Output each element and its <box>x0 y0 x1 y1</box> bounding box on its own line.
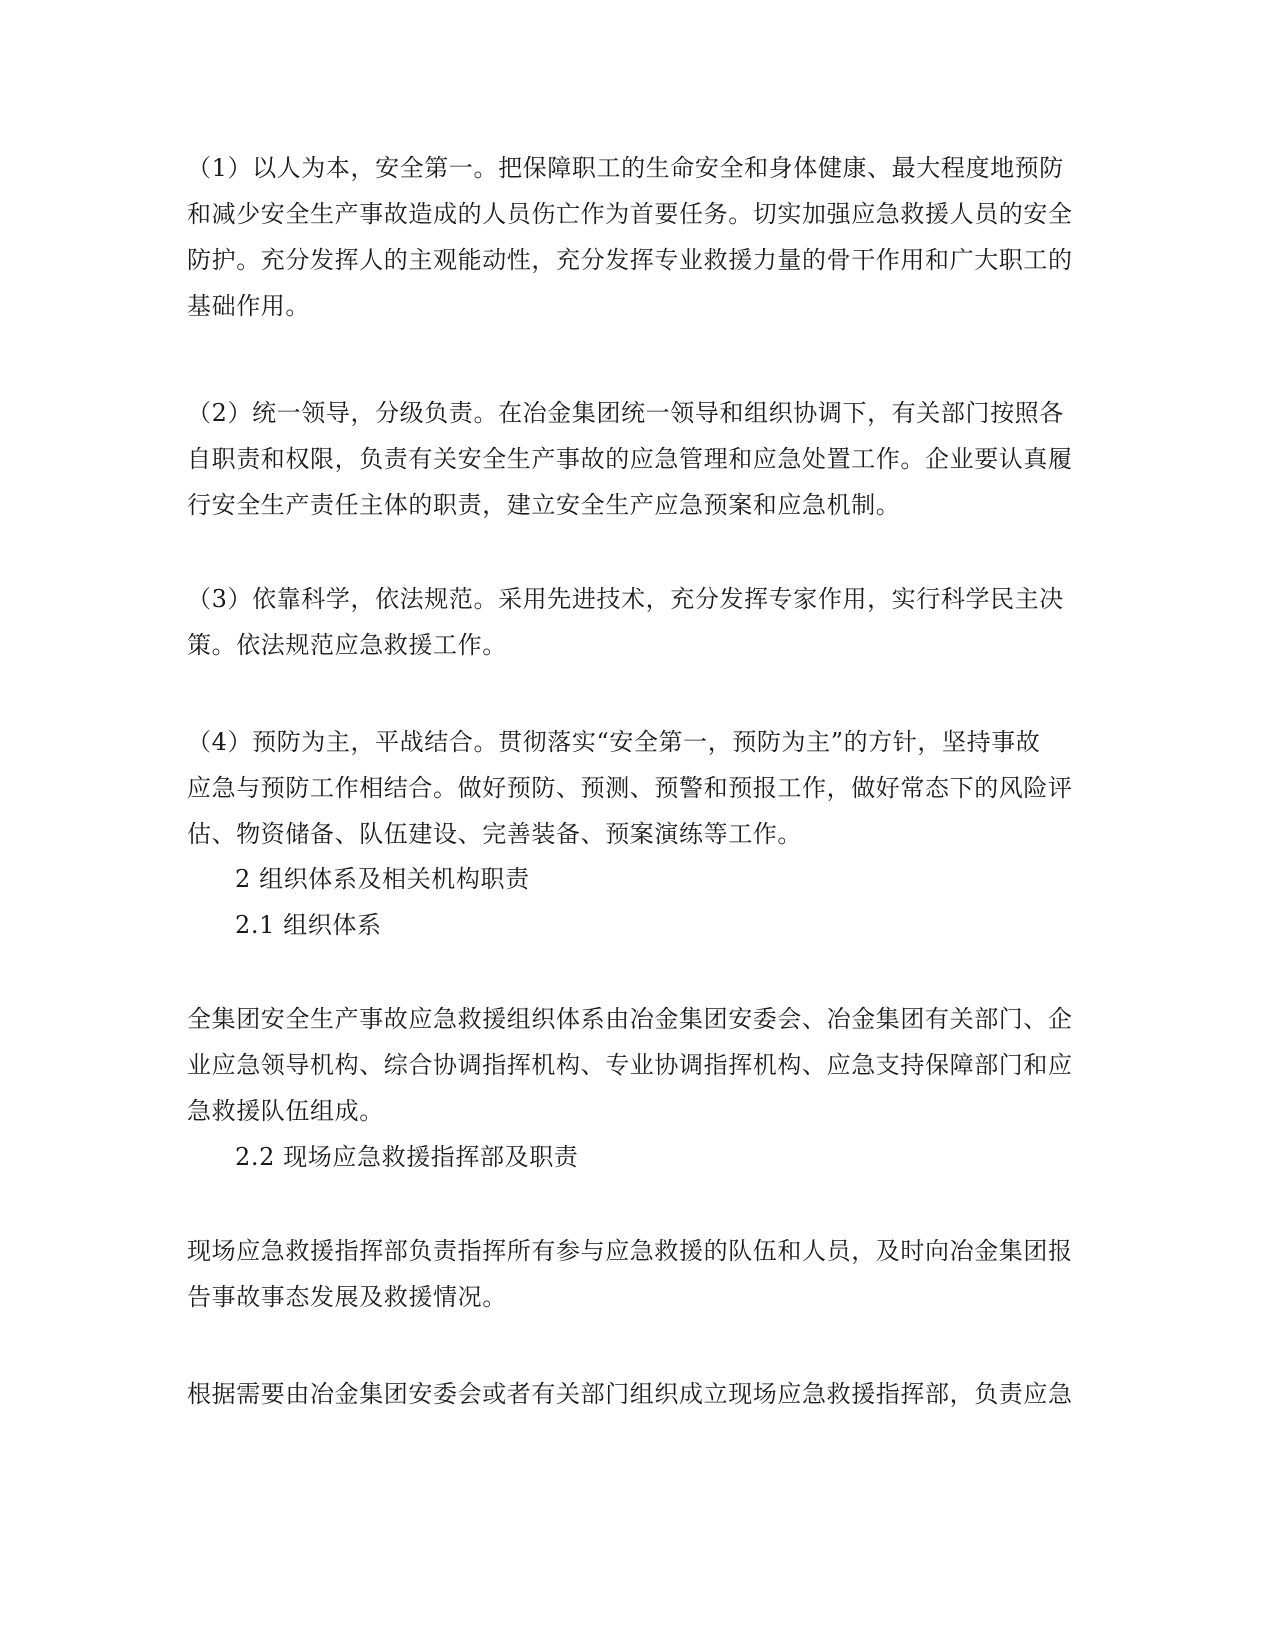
paragraph-4-line-1: （4）预防为主，平战结合。贯彻落实“安全第一，预防为主”的方针，坚持事故 <box>187 728 1041 756</box>
paragraph-7-line-1: 根据需要由冶金集团安委会或者有关部门组织成立现场应急救援指挥部，负责应急 <box>187 1380 1073 1408</box>
section-heading-2: 2 组织体系及相关机构职责 <box>235 865 530 893</box>
paragraph-2-line-1: （2）统一领导，分级负责。在冶金集团统一领导和组织协调下，有关部门按照各 <box>187 399 1064 427</box>
paragraph-1-line-1: （1）以人为本，安全第一。把保障职工的生命安全和身体健康、最大程度地预防 <box>187 154 1064 182</box>
paragraph-5-line-3: 急救援队伍组成。 <box>187 1097 384 1125</box>
paragraph-2-line-2: 自职责和权限，负责有关安全生产事故的应急管理和应急处置工作。企业要认真履 <box>187 445 1073 473</box>
paragraph-1-line-4: 基础作用。 <box>187 292 310 320</box>
paragraph-4-line-3: 估、物资储备、队伍建设、完善装备、预案演练等工作。 <box>187 820 802 848</box>
paragraph-6-line-2: 告事故事态发展及救援情况。 <box>187 1283 507 1311</box>
paragraph-1-line-2: 和减少安全生产事故造成的人员伤亡作为首要任务。切实加强应急救援人员的安全 <box>187 200 1073 228</box>
section-heading-2-1: 2.1 组织体系 <box>235 911 382 939</box>
paragraph-2-line-3: 行安全生产责任主体的职责，建立安全生产应急预案和应急机制。 <box>187 491 901 519</box>
paragraph-5-line-2: 业应急领导机构、综合协调指挥机构、专业协调指挥机构、应急支持保障部门和应 <box>187 1051 1073 1079</box>
paragraph-3-line-2: 策。依法规范应急救援工作。 <box>187 631 507 659</box>
paragraph-3-line-1: （3）依靠科学，依法规范。采用先进技术，充分发挥专家作用，实行科学民主决 <box>187 585 1064 613</box>
paragraph-4-line-2: 应急与预防工作相结合。做好预防、预测、预警和预报工作，做好常态下的风险评 <box>187 774 1073 802</box>
paragraph-6-line-1: 现场应急救援指挥部负责指挥所有参与应急救援的队伍和人员，及时向冶金集团报 <box>187 1237 1073 1265</box>
paragraph-1-line-3: 防护。充分发挥人的主观能动性，充分发挥专业救援力量的骨干作用和广大职工的 <box>187 246 1073 274</box>
section-heading-2-2: 2.2 现场应急救援指挥部及职责 <box>235 1143 579 1171</box>
paragraph-5-line-1: 全集团安全生产事故应急救援组织体系由冶金集团安委会、冶金集团有关部门、企 <box>187 1005 1073 1033</box>
